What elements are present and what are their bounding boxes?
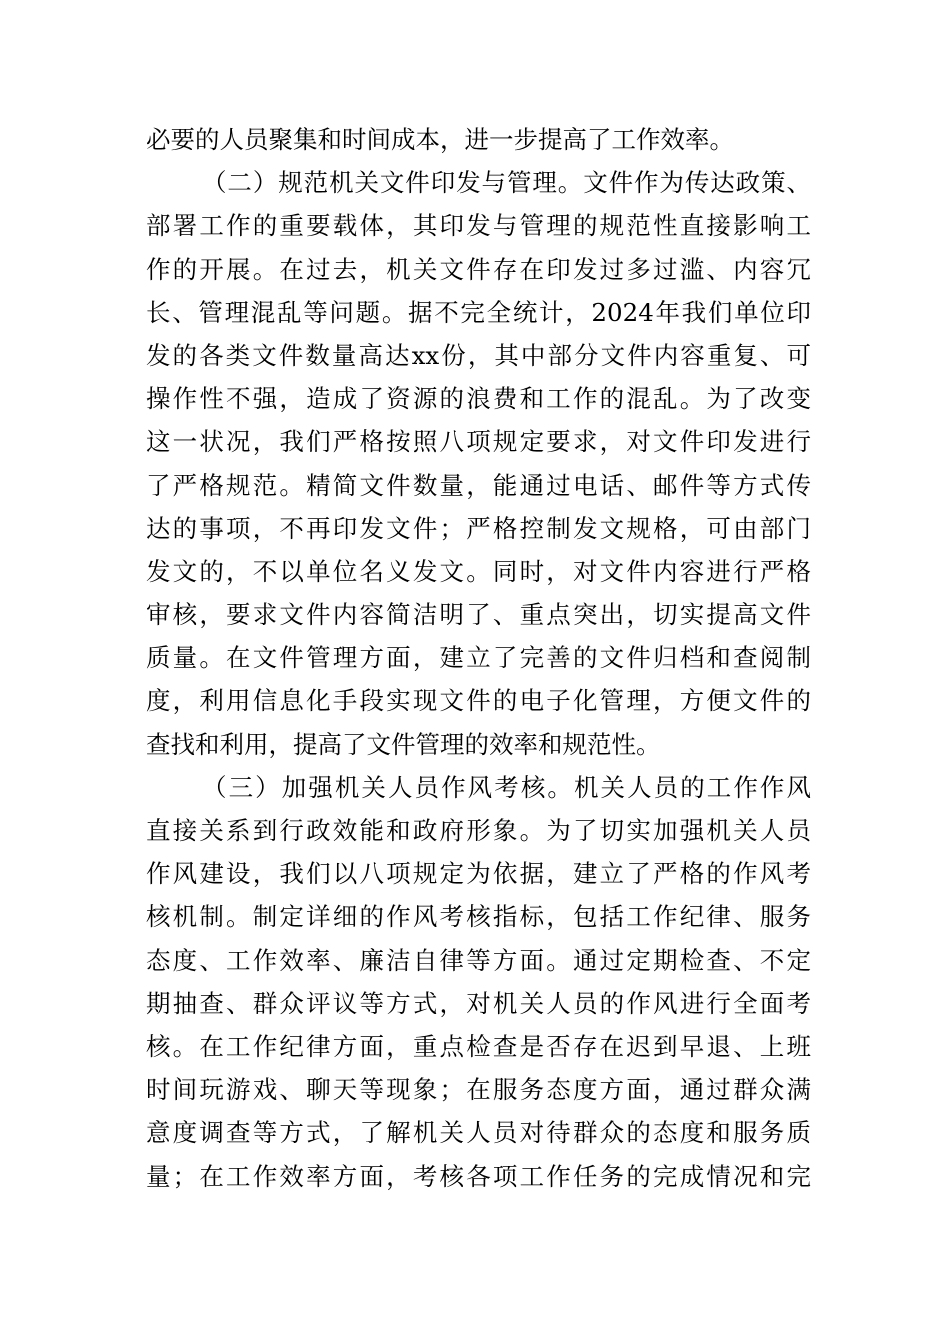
text-line: 核。在工作纪律方面，重点检查是否存在迟到早退、上班 [146, 1031, 811, 1061]
text-line: 量；在工作效率方面，考核各项工作任务的完成情况和完 [146, 1161, 811, 1191]
paragraph-style-assessment [146, 766, 811, 1198]
text-line: 达的事项，不再印发文件；严格控制发文规格，可由部门 [146, 513, 811, 543]
text-line: （三）加强机关人员作风考核。机关人员的工作作风 [202, 772, 811, 802]
body-text [146, 118, 811, 1198]
text-line: 质量。在文件管理方面，建立了完善的文件归档和查阅制 [146, 643, 811, 673]
text-line: 长、管理混乱等问题。据不完全统计，2024年我们单位印 [146, 297, 811, 327]
text-line: 发文的，不以单位名义发文。同时，对文件内容进行严格 [146, 556, 811, 586]
text-line: 时间玩游戏、聊天等现象；在服务态度方面，通过群众满 [146, 1075, 811, 1105]
text-line: 度，利用信息化手段实现文件的电子化管理，方便文件的 [146, 686, 811, 716]
text-line: 操作性不强，造成了资源的浪费和工作的混乱。为了改变 [146, 384, 811, 414]
text-line: 部署工作的重要载体，其印发与管理的规范性直接影响工 [146, 211, 811, 241]
text-line: 核机制。制定详细的作风考核指标，包括工作纪律、服务 [146, 902, 811, 932]
text-line: （二）规范机关文件印发与管理。文件作为传达政策、 [202, 168, 811, 198]
text-line: 期抽查、群众评议等方式，对机关人员的作风进行全面考 [146, 988, 811, 1018]
text-line: 态度、工作效率、廉洁自律等方面。通过定期检查、不定 [146, 945, 811, 975]
paragraph-file-management [146, 161, 811, 766]
text-line: 发的各类文件数量高达xx份，其中部分文件内容重复、可 [146, 340, 811, 370]
text-line: 必要的人员聚集和时间成本，进一步提高了工作效率。 [146, 125, 734, 154]
text-line: 作风建设，我们以八项规定为依据，建立了严格的作风考 [146, 859, 811, 889]
text-line: 这一状况，我们严格按照八项规定要求，对文件印发进行 [146, 427, 811, 457]
paragraph-continuation [146, 118, 811, 161]
text-line: 审核，要求文件内容简洁明了、重点突出，切实提高文件 [146, 600, 811, 630]
text-line: 作的开展。在过去，机关文件存在印发过多过滥、内容冗 [146, 254, 811, 284]
text-line: 意度调查等方式，了解机关人员对待群众的态度和服务质 [146, 1118, 811, 1148]
text-line: 了严格规范。精简文件数量，能通过电话、邮件等方式传 [146, 470, 811, 500]
text-line: 查找和利用，提高了文件管理的效率和规范性。 [146, 729, 661, 759]
text-line: 直接关系到行政效能和政府形象。为了切实加强机关人员 [146, 816, 811, 845]
